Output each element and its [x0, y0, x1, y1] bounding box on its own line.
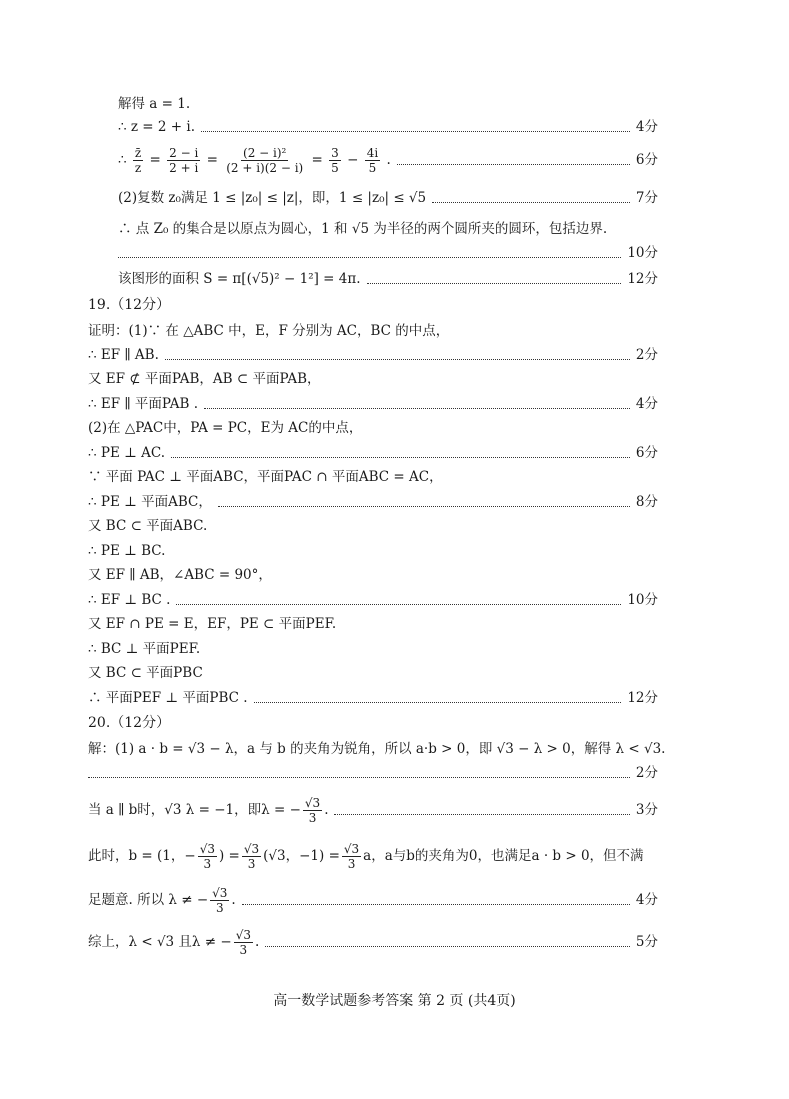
line-20-2: 当 a ∥ b时，√3 λ = −1，即λ = − $\frac{√3}{3}$ . 3分	[88, 795, 658, 825]
score: 10分	[627, 592, 658, 608]
question-20-heading: 20.（12分）	[88, 715, 171, 731]
question-19-heading: 19.（12分）	[88, 297, 171, 313]
line-19-13: 又 EF ∩ PE = E，EF，PE ⊂ 平面PEF.	[88, 616, 337, 632]
dot-leader	[265, 946, 630, 947]
line-20-3: 此时，b = (1，− $\frac{√3}{3}$ ) = $\frac{√3}{3}$ (√3，−1) = $\frac{√3}{3}$ a，a与b的夹角为0，也满足a · b > 0，但不满	[88, 841, 644, 871]
fraction: $\frac{z̄}{z}$	[134, 145, 142, 175]
line-19-6: ∴ PE ⊥ AC. 6分	[88, 445, 658, 461]
fraction: $\frac{√3}{3}$	[235, 927, 251, 957]
line-20-1-score	[88, 764, 658, 782]
page-footer: 高一数学试题参考答案 第 2 页 (共4页)	[273, 993, 516, 1009]
score: 3分	[635, 802, 658, 818]
line-19-11: 又 EF ∥ AB，∠ABC = 90°，	[88, 567, 272, 583]
fraction: $\frac{3}{5}$	[331, 145, 339, 175]
fraction: $\frac{2 - i}{2 + i}$	[169, 145, 199, 175]
line-19-7: ∵ 平面 PAC ⊥ 平面ABC，平面PAC ∩ 平面ABC = AC，	[88, 469, 443, 485]
line-19-14: ∴ BC ⊥ 平面PEF.	[88, 641, 201, 657]
dot-leader	[367, 283, 622, 284]
line-z-ratio: ∴ $\frac{z̄}{z}$ = $\frac{2 - i}{2 + i}$ = $\frac{\text{(2 − i)²}}{(2 + i)(2 - i)}$ = $\frac{3}{5}$ − $\frac{4i}{5}$ . 6分	[118, 145, 658, 175]
line-20-4: 足题意. 所以 λ ≠ − $\frac{√3}{3}$ . 4分	[88, 885, 658, 915]
dot-leader	[88, 777, 630, 778]
line-z0-condition: (2)复数 z₀满足 1 ≤ |z₀| ≤ |z|，即，1 ≤ |z₀| ≤ √5 7分	[118, 190, 658, 206]
dot-leader	[118, 257, 621, 258]
score: 8分	[635, 494, 658, 510]
line-19-1: 证明：(1)∵ 在 △ABC 中，E，F 分别为 AC，BC 的中点，	[88, 323, 450, 339]
dot-leader	[242, 904, 630, 905]
line-19-3: 又 EF ⊄ 平面PAB，AB ⊂ 平面PAB，	[88, 371, 321, 387]
score: 6分	[635, 445, 658, 461]
line-19-16: ∴ 平面PEF ⊥ 平面PBC . 12分	[88, 690, 658, 706]
line-19-10: ∴ PE ⊥ BC.	[88, 543, 166, 559]
fraction: $\frac{\text{(2 − i)²}}{(2 + i)(2 - i)}$	[226, 145, 304, 175]
fraction: $\frac{4i}{5}$	[366, 145, 379, 175]
line-annulus: ∴ 点 Z₀ 的集合是以原点为圆心，1 和 √5 为半径的两个圆所夹的圆环，包括边界.	[118, 221, 608, 237]
fraction: $\frac{√3}{3}$	[199, 841, 215, 871]
dot-leader	[397, 164, 630, 165]
score: 2分	[635, 765, 658, 781]
score: 12分	[627, 271, 658, 287]
score: 10分	[627, 245, 658, 261]
line-19-2: ∴ EF ∥ AB. 2分	[88, 347, 658, 363]
dot-leader	[432, 202, 630, 203]
dot-leader	[176, 604, 621, 605]
fraction: $\frac{√3}{3}$	[212, 885, 228, 915]
score: 5分	[635, 934, 658, 950]
dot-leader	[218, 506, 630, 507]
score: 4分	[635, 396, 658, 412]
dot-leader	[165, 359, 630, 360]
score: 4分	[635, 892, 658, 908]
score: 7分	[635, 190, 658, 206]
line-19-5: (2)在 △PAC中，PA = PC，E为 AC的中点，	[88, 420, 363, 436]
line-area: 该图形的面积 S = π[(√5)² − 1²] = 4π. 12分	[118, 271, 658, 287]
line-20-5: 综上，λ < √3 且λ ≠ − $\frac{√3}{3}$ . 5分	[88, 927, 658, 957]
score: 6分	[635, 152, 658, 168]
line-19-9: 又 BC ⊂ 平面ABC.	[88, 518, 208, 534]
line-z-value: ∴ z = 2 + i. 4分	[118, 119, 658, 135]
line-20-1: 解：(1) a · b = √3 − λ，a 与 b 的夹角为锐角，所以 a·b > 0，即 √3 − λ > 0，解得 λ < √3.	[88, 741, 666, 757]
fraction: $\frac{√3}{3}$	[304, 795, 321, 825]
dot-leader	[254, 702, 622, 703]
line-19-8: ∴ PE ⊥ 平面ABC， 8分	[88, 494, 658, 510]
dot-leader	[171, 457, 630, 458]
dot-leader	[204, 408, 630, 409]
line-19-4: ∴ EF ∥ 平面PAB . 4分	[88, 396, 658, 412]
dot-leader	[201, 131, 630, 132]
line-19-15: 又 BC ⊂ 平面PBC	[88, 665, 203, 681]
dot-leader	[334, 814, 629, 815]
fraction: $\frac{√3}{3}$	[243, 841, 260, 871]
score: 2分	[635, 347, 658, 363]
line-19-12: ∴ EF ⊥ BC . 10分	[88, 592, 658, 608]
score: 4分	[635, 119, 658, 135]
score: 12分	[627, 690, 658, 706]
fraction: $\frac{√3}{3}$	[343, 841, 360, 871]
line-solve-a: 解得 a = 1.	[118, 96, 191, 112]
line-annulus-score	[118, 244, 658, 262]
